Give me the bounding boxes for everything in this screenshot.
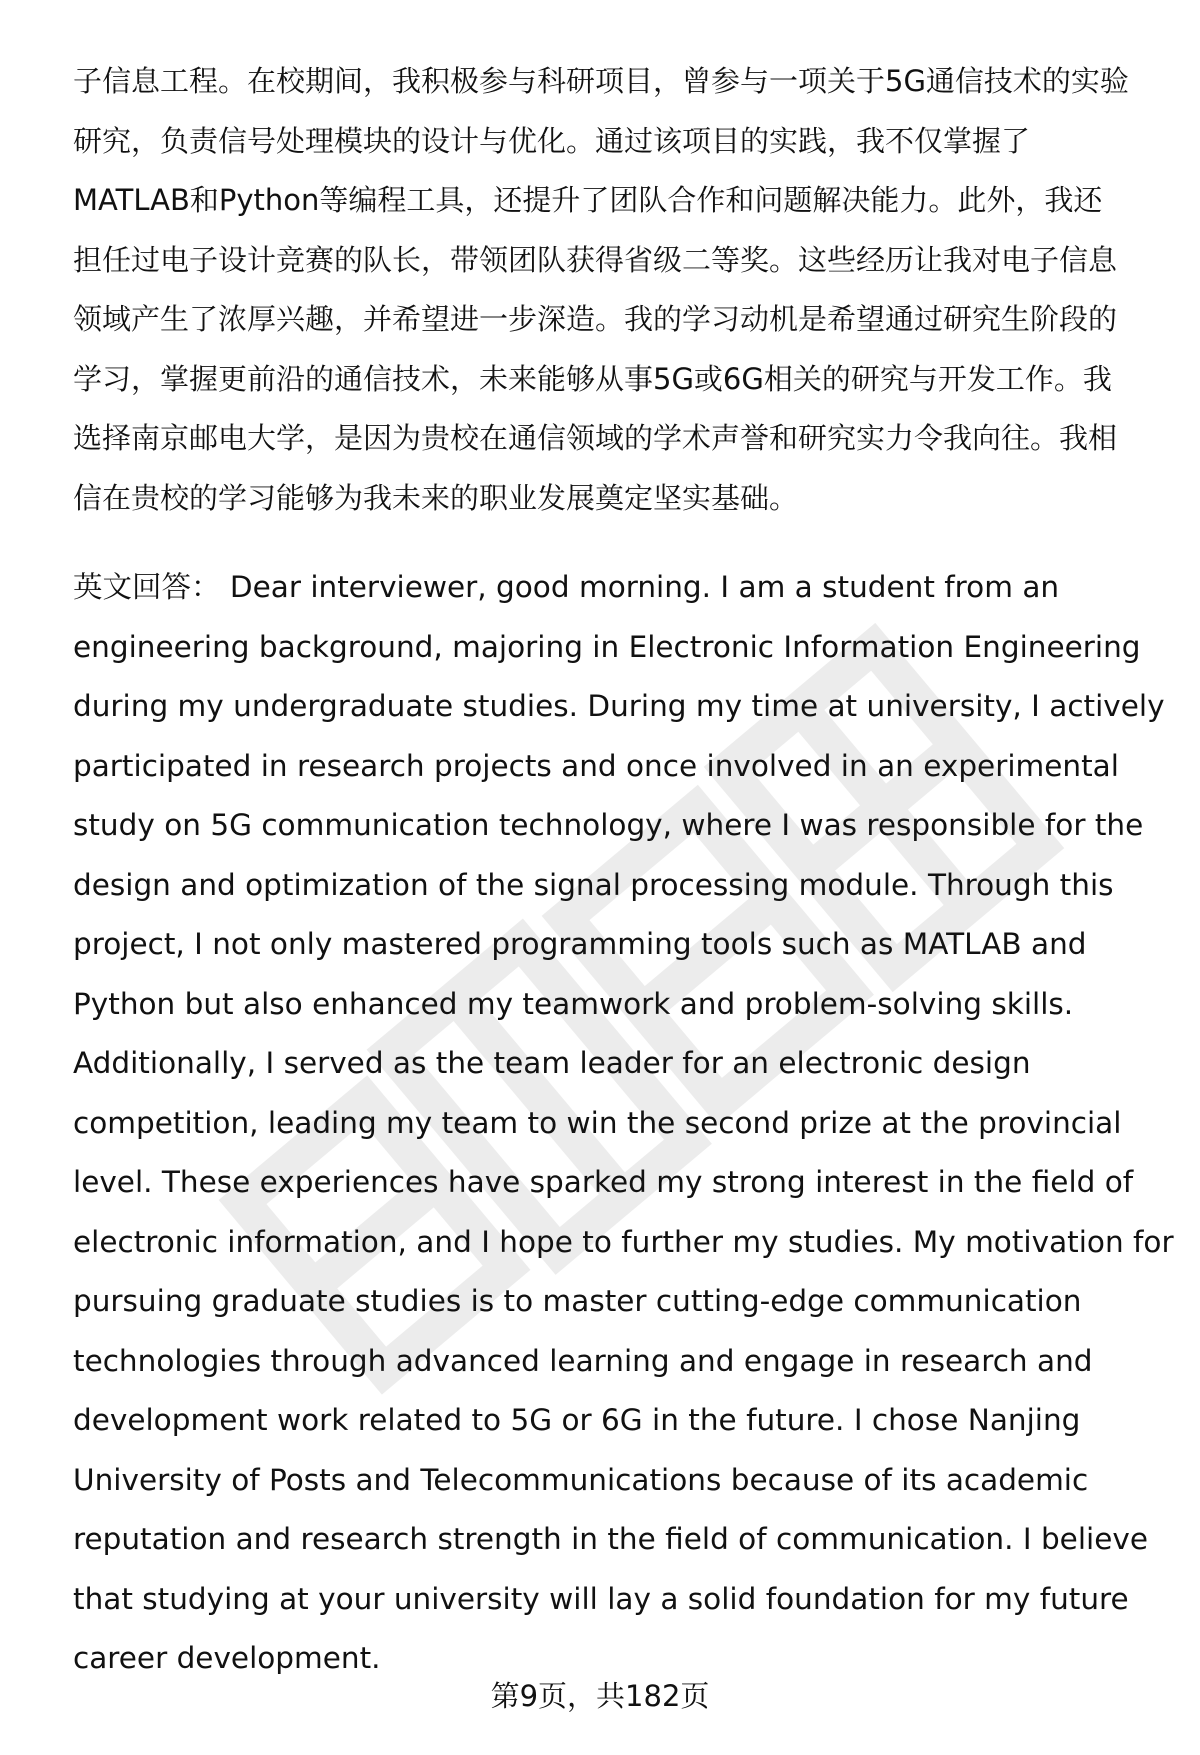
text-line: reputation and research strength in the field of communication. I believe bbox=[73, 1522, 1148, 1556]
text-line: career development. bbox=[73, 1641, 381, 1675]
text-line: Python but also enhanced my teamwork and problem-solving skills. bbox=[73, 986, 1074, 1021]
text-line: design and optimization of the signal processing module. Through this bbox=[73, 867, 1114, 902]
text-line: level. These experiences have sparked my strong interest in the field of bbox=[73, 1165, 1134, 1199]
text-line: 子信息工程。在校期间，我积极参与科研项目，曾参与一项关于5G通信技术的实验 bbox=[73, 64, 1129, 98]
text-line: pursuing graduate studies is to master cutting-edge communication bbox=[73, 1284, 1082, 1318]
text-line: competition, leading my team to win the second prize at the provincial bbox=[73, 1105, 1122, 1140]
text-line: University of Posts and Telecommunications because of its academic bbox=[73, 1462, 1089, 1497]
text-line: 信在贵校的学习能够为我未来的职业发展奠定坚实基础。 bbox=[73, 480, 799, 515]
text-line: 英文回答： Dear interviewer, good morning. I am a student from an bbox=[73, 570, 1060, 604]
text-line: 学习，掌握更前沿的通信技术，未来能够从事5G或6G相关的研究与开发工作。我 bbox=[73, 361, 1112, 396]
text-line: participated in research projects and once involved in an experimental bbox=[73, 748, 1119, 783]
text-line: that studying at your university will lay a solid foundation for my future bbox=[73, 1581, 1129, 1616]
english-answer-paragraph bbox=[73, 558, 1174, 1689]
text-line: engineering background, majoring in Electronic Information Engineering bbox=[73, 629, 1141, 664]
text-line: project, I not only mastered programming tools such as MATLAB and bbox=[73, 927, 1087, 961]
text-line: 选择南京邮电大学，是因为贵校在通信领域的学术声誉和研究实力令我向往。我相 bbox=[73, 421, 1118, 455]
text-line: development work related to 5G or 6G in the future. I chose Nanjing bbox=[73, 1403, 1081, 1437]
text-line: MATLAB和Python等编程工具，还提升了团队合作和问题解决能力。此外，我还 bbox=[73, 183, 1103, 217]
text-line: Additionally, I served as the team leader for an electronic design bbox=[73, 1046, 1031, 1080]
chinese-paragraph bbox=[73, 52, 1153, 528]
text-line: 领域产生了浓厚兴趣，并希望进一步深造。我的学习动机是希望通过研究生阶段的 bbox=[73, 302, 1118, 336]
text-line: technologies through advanced learning and engage in research and bbox=[73, 1343, 1093, 1378]
text-line: during my undergraduate studies. During my time at university, I actively bbox=[73, 689, 1165, 723]
text-line: electronic information, and I hope to further my studies. My motivation for bbox=[73, 1224, 1174, 1259]
page-indicator: 第9页，共182页 bbox=[490, 1679, 710, 1713]
text-line: 担任过电子设计竞赛的队长，带领团队获得省级二等奖。这些经历让我对电子信息 bbox=[73, 242, 1118, 277]
text-line: 研究，负责信号处理模块的设计与优化。通过该项目的实践，我不仅掌握了 bbox=[73, 123, 1031, 158]
text-line: study on 5G communication technology, where I was responsible for the bbox=[73, 808, 1144, 842]
